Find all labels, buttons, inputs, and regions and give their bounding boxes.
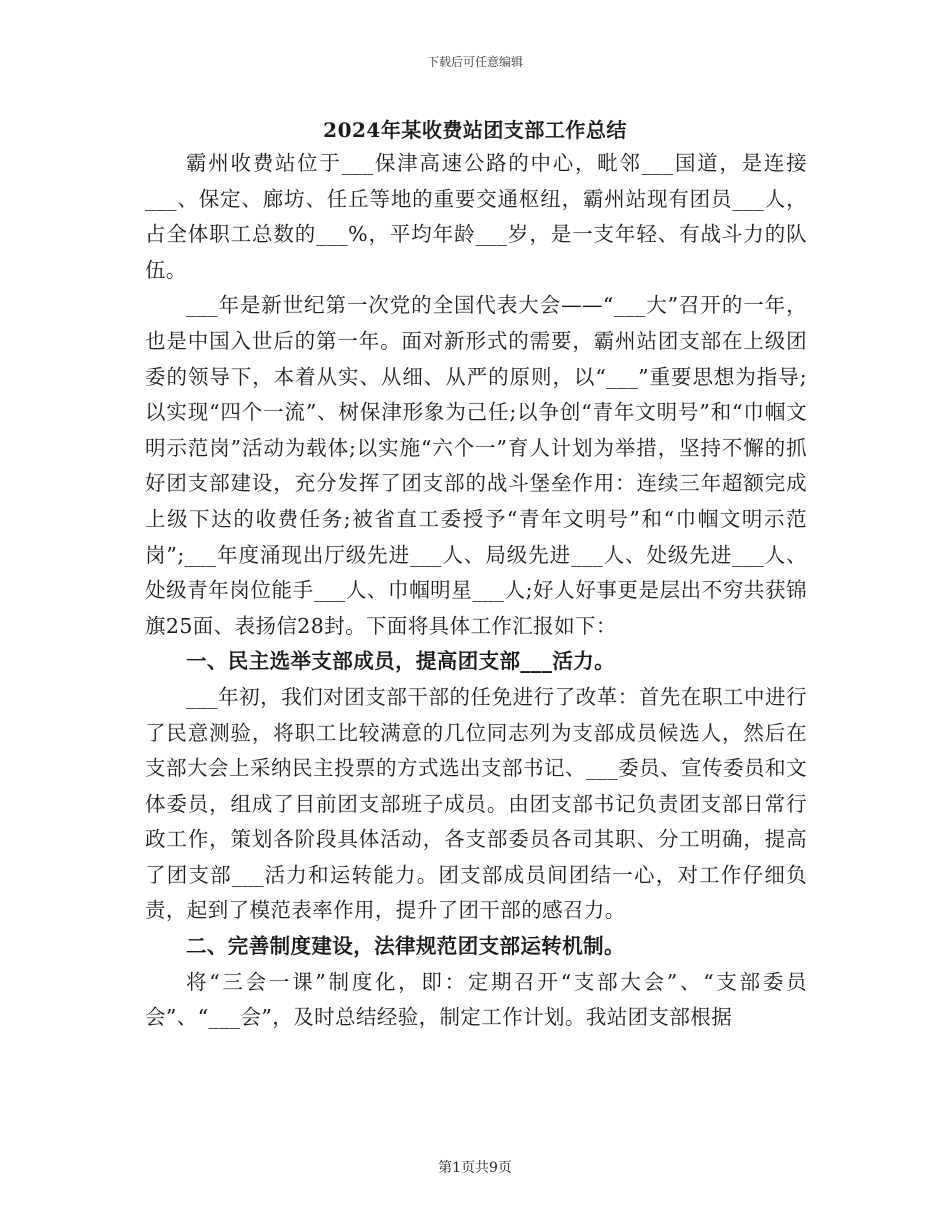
paragraph-intro: 霸州收费站位于___保津高速公路的中心，毗邻___国道，是连接___、保定、廊坊、任丘等地的重要交通枢纽，霸州站现有团员___人，占全体职工总数的___%，平均年龄___岁，是一支年轻、有战斗力的队伍。	[145, 151, 807, 282]
paragraph-overview: ___年是新世纪第一次党的全国代表大会——“___大”召开的一年，也是中国入世后的第一年。面对新形式的需要，霸州站团支部在上级团委的领导下，本着从实、从细、从严的原则，以“___”重要思想为指导;以实现“四个一流”、树保津形象为己任;以争创“青年文明号”和“巾帼文明示范岗”活动为载体;以实施“六个一”育人计划为举措，坚持不懈的抓好团支部建设，充分发挥了团支部的战斗堡垒作用：连续三年超额完成上级下达的收费任务;被省直工委授予“青年文明号”和“巾帼文明示范岗”;___年度涌现出厅级先进___人、局级先进___人、处级先进___人、处级青年岗位能手___人、巾帼明星___人;好人好事更是层出不穷共获锦旗25面、表扬信28封。下面将具体工作汇报如下：	[145, 293, 807, 638]
section-heading-1: 一、民主选举支部成员，提高团支部___活力。	[186, 649, 616, 674]
section-heading-2: 二、完善制度建设，法律规范团支部运转机制。	[186, 934, 625, 959]
page-footer: 第1页共9页	[438, 1160, 512, 1176]
document-title: 2024年某收费站团支部工作总结	[323, 118, 627, 142]
document-body	[145, 146, 807, 1036]
paragraph-section-1: ___年初，我们对团支部干部的任免进行了改革：首先在职工中进行了民意测验，将职工比较满意的几位同志列为支部成员候选人，然后在支部大会上采纳民主投票的方式选出支部书记、___委员、宣传委员和文体委员，组成了目前团支部班子成员。由团支部书记负责团支部日常行政工作，策划各阶段具体活动，各支部委员各司其职、分工明确，提高了团支部___活力和运转能力。团支部成员间团结一心，对工作仔细负责，起到了模范表率作用，提升了团干部的感召力。	[145, 684, 807, 923]
paragraph-section-2: 将“三会一课”制度化，即：定期召开“支部大会”、“支部委员会”、“___会”，及时总结经验，制定工作计划。我站团支部根据	[145, 969, 807, 1030]
header-note: 下载后可任意编辑	[426, 55, 523, 69]
